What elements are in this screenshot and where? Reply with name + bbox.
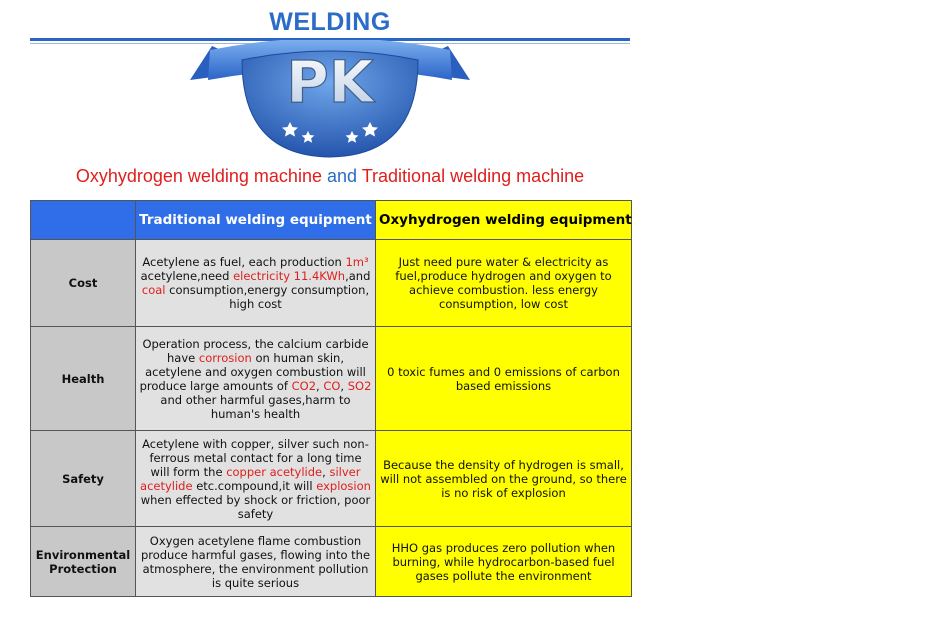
trad-cell-safety — [136, 431, 376, 527]
oxy-cell-environmental: HHO gas produces zero pollution when burning, while hydrocarbon-based fuel gases pollute the environment — [376, 527, 632, 597]
highlighted-term: 1m³ — [345, 255, 369, 269]
cell-text: ,and — [345, 269, 371, 283]
cell-text: consumption,energy consumption, high cost — [165, 283, 370, 311]
row-label-health: Health — [31, 327, 136, 431]
highlighted-term: SO2 — [347, 378, 372, 393]
logo-letters: PK — [286, 48, 374, 116]
table-header-row — [31, 201, 632, 240]
oxy-cell-health: 0 toxic fumes and 0 emissions of carbon based emissions — [376, 327, 632, 431]
comparison-subtitle — [30, 166, 630, 187]
subtitle-oxyhydrogen: Oxyhydrogen welding machine — [75, 166, 322, 186]
highlighted-term: explosion — [316, 478, 371, 493]
cell-text: Oxygen acetylene flame combustion produce harmful gases, flowing into the atmosphere, the environment pollution is quite serious — [140, 533, 371, 590]
pk-logo — [190, 40, 470, 162]
highlighted-term: silver acetylide — [140, 464, 361, 493]
cell-text: acetylene,need — [140, 269, 234, 283]
table-row — [31, 240, 632, 327]
trad-cell-health — [136, 327, 376, 431]
cell-text: Acetylene as fuel, each production — [142, 255, 346, 269]
highlighted-term: CO2 — [291, 378, 317, 393]
highlighted-term: copper acetylide — [226, 464, 323, 479]
cell-text: , — [322, 464, 330, 479]
highlighted-term: corrosion — [198, 350, 252, 365]
cell-text: etc.compound,it will — [192, 478, 317, 493]
highlighted-term: electricity 11.4KWh — [233, 269, 346, 283]
page-title: WELDING — [269, 8, 391, 36]
oxy-cell-safety: Because the density of hydrogen is small, will not assembled on the ground, so there is no risk of explosion — [376, 431, 632, 527]
comparison-table — [30, 200, 632, 597]
table-row — [31, 327, 632, 431]
oxy-cell-cost: Just need pure water & electricity as fuel,produce hydrogen and oxygen to achieve combustion. less energy consumption, low cost — [376, 240, 632, 327]
header-empty-cell — [31, 201, 136, 240]
highlighted-term: coal — [141, 283, 166, 297]
trad-cell-environmental — [136, 527, 376, 597]
cell-text: when effected by shock or friction, poor safety — [140, 492, 371, 521]
row-label-safety: Safety — [31, 431, 136, 527]
subtitle-and: and — [326, 166, 358, 186]
highlighted-term: CO — [323, 378, 341, 393]
table-row — [31, 527, 632, 597]
header-traditional: Traditional welding equipment — [136, 201, 376, 240]
table-row — [31, 431, 632, 527]
subtitle-traditional: Traditional welding machine — [361, 166, 585, 186]
row-label-environmental: Environmental Protection — [31, 527, 136, 597]
cell-text: Operation process, the calcium carbide have — [142, 336, 369, 365]
cell-text: , — [340, 378, 348, 393]
header-oxyhydrogen: Oxyhydrogen welding equipment — [376, 201, 632, 240]
row-label-cost: Cost — [31, 240, 136, 327]
trad-cell-cost — [136, 240, 376, 327]
cell-text: and other harmful gases,harm to human's health — [160, 392, 351, 421]
cell-text: , — [316, 378, 324, 393]
cell-text: on human skin, acetylene and oxygen combustion will produce large amounts of — [139, 350, 366, 393]
cell-text: Acetylene with copper, silver such non-ferrous metal contact for a long time will form the — [142, 436, 369, 479]
